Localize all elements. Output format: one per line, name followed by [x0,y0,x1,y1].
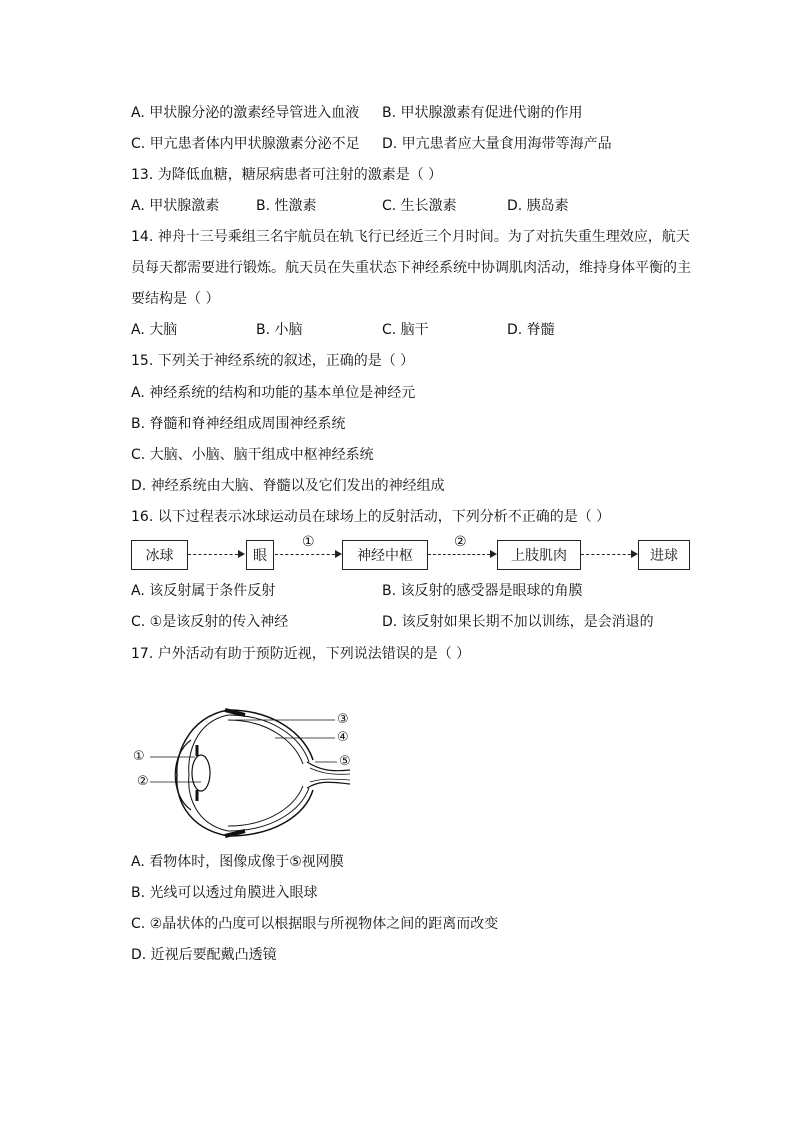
eye-cross-section-illustration [125,700,365,845]
q14-option-a: A. 大脑 [131,322,178,338]
q15-option-b: B. 脊髓和脊神经组成周围神经系统 [131,416,346,432]
q16-option-b: B. 该反射的感受器是眼球的角膜 [382,583,583,599]
flow-box-ice-hockey: 冰球 [131,540,188,570]
flow-box-goal: 进球 [638,540,690,570]
q14-option-d: D. 脊髓 [507,322,555,338]
eye-label-1: ① [133,749,145,764]
eye-label-4: ④ [337,730,349,745]
q17-option-b: B. 光线可以透过角膜进入眼球 [131,885,318,901]
flow-arrow-4 [581,554,636,555]
q14-stem-line2: 员每天都需要进行锻炼。航天员在失重状态下神经系统中协调肌肉活动，维持身体平衡的主 [131,260,691,276]
q13-option-b: B. 性激素 [256,198,317,214]
flow-box-eye: 眼 [246,540,274,570]
flow-label-1: ① [302,534,315,550]
q14-stem-line1: 14. 神舟十三号乘组三名宇航员在轨飞行已经近三个月时间。为了对抗失重生理效应，航天 [131,229,690,245]
q16-option-c: C. ①是该反射的传入神经 [131,614,289,630]
q15-option-c: C. 大脑、小脑、脑干组成中枢神经系统 [131,447,374,463]
q17-option-a: A. 看物体时，图像成像于⑤视网膜 [131,854,344,870]
q12-option-c: C. 甲亢患者体内甲状腺激素分泌不足 [131,136,360,152]
flow-box-nerve-center: 神经中枢 [342,540,428,570]
q14-option-c: C. 脑干 [382,322,429,338]
q14-stem-line3: 要结构是（ ） [131,291,220,307]
eye-label-3: ③ [337,712,349,727]
eye-diagram [125,700,365,849]
q14-option-b: B. 小脑 [256,322,303,338]
q13-option-c: C. 生长激素 [382,198,457,214]
q16-stem: 16. 以下过程表示冰球运动员在球场上的反射活动，下列分析不正确的是（ ） [131,509,611,525]
q12-option-d: D. 甲亢患者应大量食用海带等海产品 [382,136,612,152]
q13-option-d: D. 胰岛素 [507,198,569,214]
q15-option-a: A. 神经系统的结构和功能的基本单位是神经元 [131,385,416,401]
q16-option-d: D. 该反射如果长期不加以训练，是会消退的 [382,614,654,630]
q12-option-b: B. 甲状腺激素有促进代谢的作用 [382,105,583,121]
eye-label-2: ② [137,774,149,789]
q15-option-d: D. 神经系统由大脑、脊髓以及它们发出的神经组成 [131,478,445,494]
q13-option-a: A. 甲状腺激素 [131,198,220,214]
eye-label-5: ⑤ [339,754,351,769]
q17-option-d: D. 近视后要配戴凸透镜 [131,947,277,963]
q13-stem: 13. 为降低血糖，糖尿病患者可注射的激素是（ ） [131,167,443,183]
flow-arrow-1 [188,554,243,555]
q12-option-a: A. 甲状腺分泌的激素经导管进入血液 [131,105,360,121]
flow-label-2: ② [454,534,467,550]
q17-stem: 17. 户外活动有助于预防近视，下列说法错误的是（ ） [131,646,471,662]
q17-option-c: C. ②晶状体的凸度可以根据眼与所视物体之间的距离而改变 [131,916,499,932]
flow-arrow-2 [275,554,340,555]
q16-option-a: A. 该反射属于条件反射 [131,583,276,599]
flow-box-arm-muscle: 上肢肌肉 [497,540,581,570]
flow-arrow-3 [428,554,495,555]
q15-stem: 15. 下列关于神经系统的叙述，正确的是（ ） [131,353,415,369]
